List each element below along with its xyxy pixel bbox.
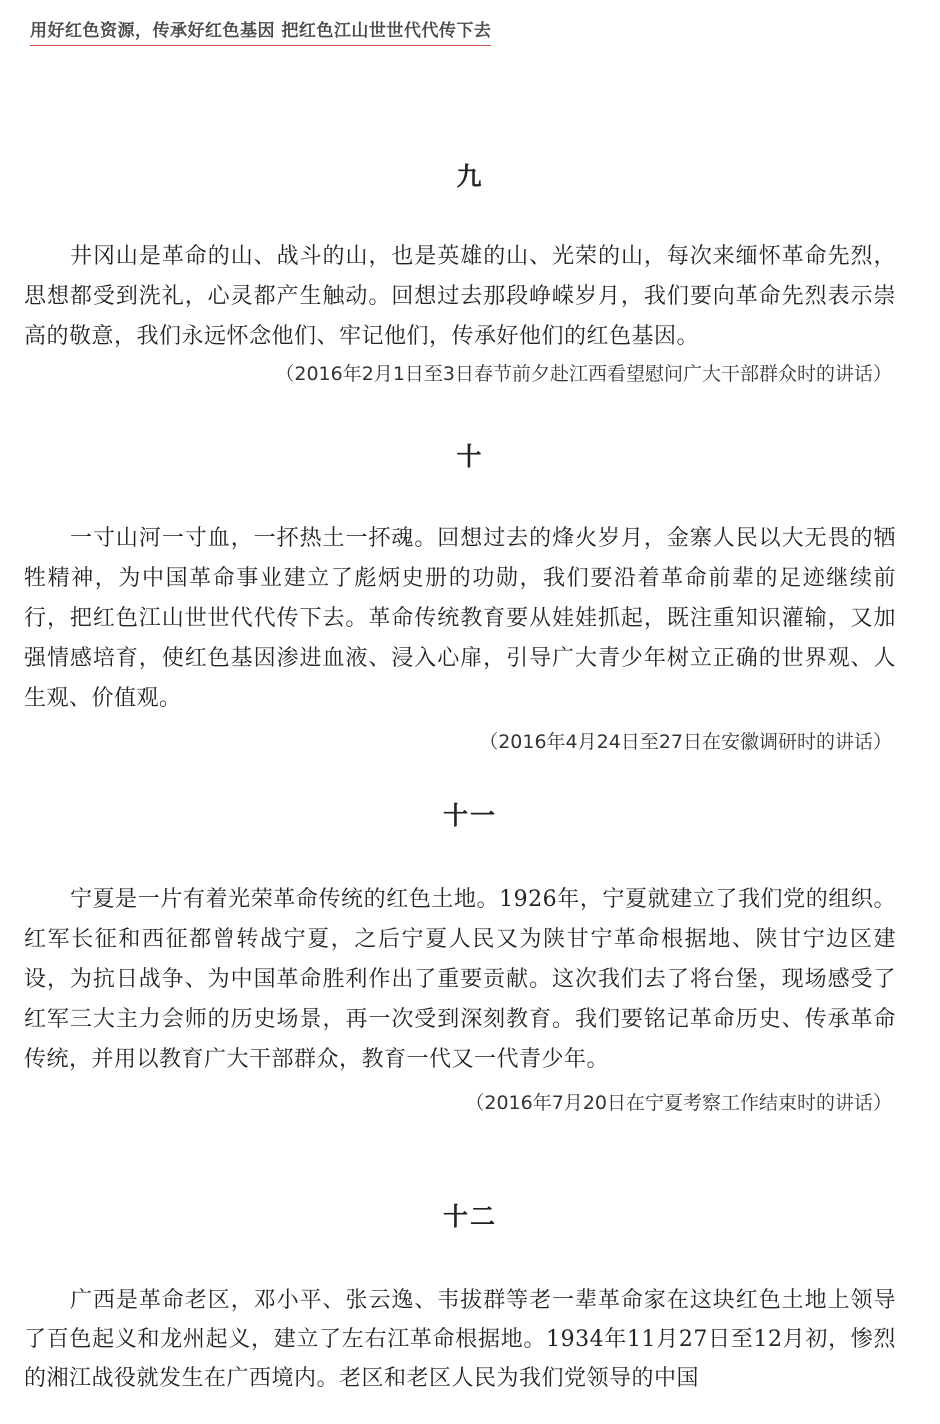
speech-source: （2016年7月20日在宁夏考察工作结束时的讲话） (465, 1092, 892, 1114)
section-heading: 十二 (442, 1202, 497, 1231)
section-paragraph: 井冈山是革命的山、战斗的山，也是英雄的山、光荣的山，每次来缅怀革命先烈，思想都受到洗礼，心灵都产生触动。回想过去那段峥嵘岁月，我们要向革命先烈表示崇高的敬意，我们永远怀念他们、牢记他们，传承好他们的红色基因。 (24, 244, 896, 349)
section-heading: 十一 (442, 801, 497, 830)
section-heading: 十 (456, 442, 484, 471)
section-heading: 九 (456, 162, 484, 191)
speech-source: （2016年2月1日至3日春节前夕赴江西看望慰问广大干部群众时的讲话） (275, 363, 892, 385)
running-header: 用好红色资源，传承好红色基因 把红色江山世世代代传下去 (30, 16, 491, 46)
section-paragraph: 宁夏是一片有着光荣革命传统的红色土地。1926年，宁夏就建立了我们党的组织。红军长征和西征都曾转战宁夏，之后宁夏人民又为陕甘宁革命根据地、陕甘宁边区建设，为抗日战争、为中国革命胜利作出了重要贡献。这次我们去了将台堡，现场感受了红军三大主力会师的历史场景，再一次受到深刻教育。我们要铭记革命历史、传承革命传统，并用以教育广大干部群众，教育一代又一代青少年。 (24, 887, 896, 1072)
section-11 (0, 796, 940, 1118)
section-paragraph: 广西是革命老区，邓小平、张云逸、韦拔群等老一辈革命家在这块红色土地上领导了百色起义和龙州起义，建立了左右江革命根据地。1934年11月27日至12月初，惨烈的湘江战役就发生在广西境内。老区和老区人民为我们党领导的中国 (24, 1288, 896, 1391)
section-10 (0, 437, 940, 757)
section-9 (0, 157, 940, 389)
speech-source: （2016年4月24日至27日在安徽调研时的讲话） (479, 731, 892, 753)
section-paragraph: 一寸山河一寸血，一抔热土一抔魂。回想过去的烽火岁月，金寨人民以大无畏的牺牲精神，为中国革命事业建立了彪炳史册的功勋，我们要沿着革命前辈的足迹继续前行，把红色江山世世代代传下去。革命传统教育要从娃娃抓起，既注重知识灌输，又加强情感培育，使红色基因渗进血液、浸入心扉，引导广大青少年树立正确的世界观、人生观、价值观。 (24, 526, 896, 711)
section-12 (0, 1197, 940, 1398)
